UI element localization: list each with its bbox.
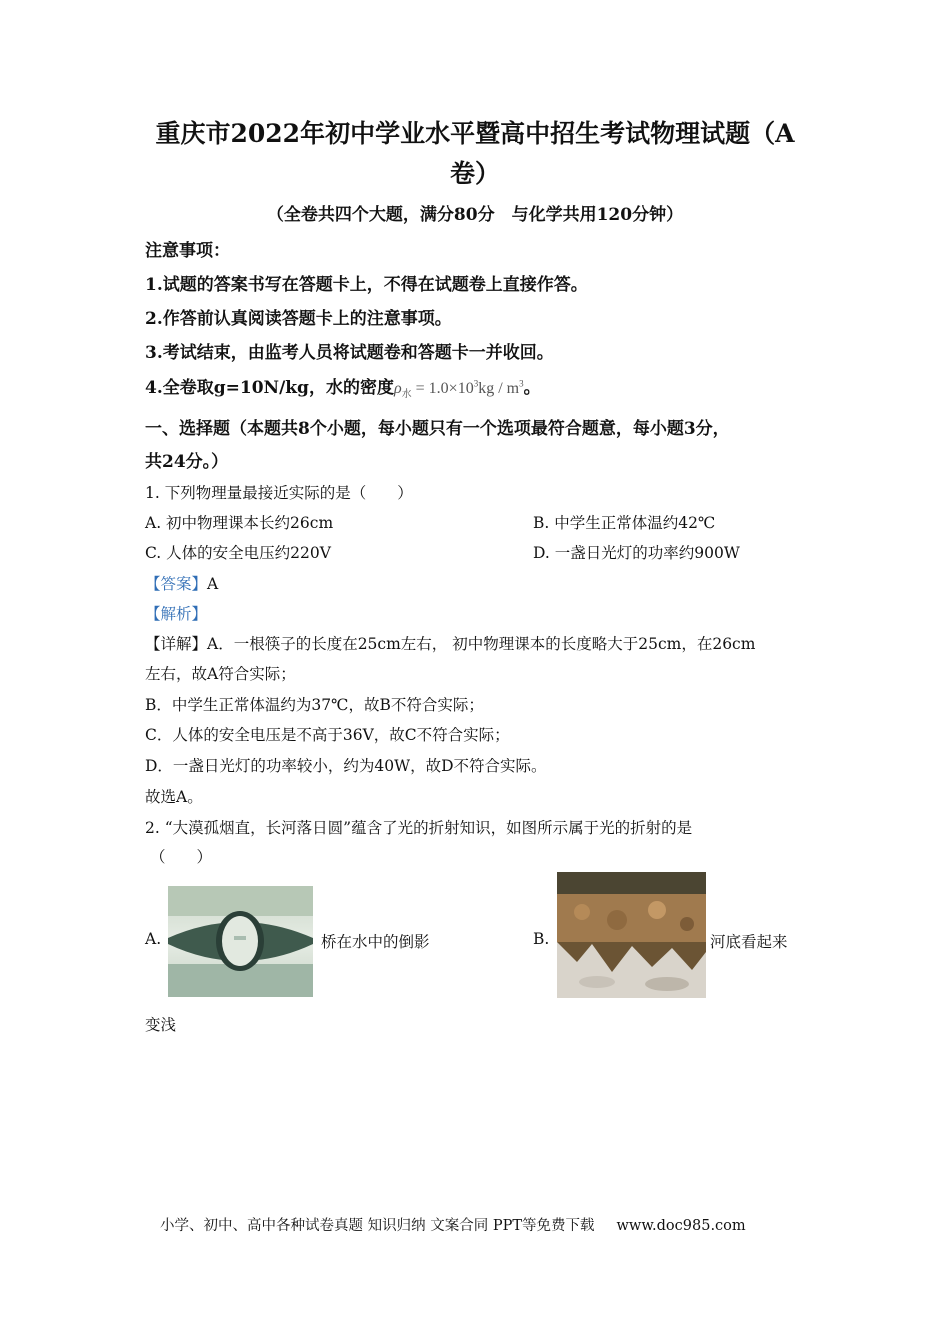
section1-heading-line2: 共24分。）: [145, 452, 229, 472]
riverbed-image: [557, 872, 706, 998]
note-1: 1.试题的答案书写在答题卡上，不得在试题卷上直接作答。: [145, 275, 588, 295]
q2-option-a-text: 桥在水中的倒影: [321, 933, 430, 951]
q1-conclusion: 故选A。: [145, 788, 203, 806]
note-4: [145, 373, 541, 400]
q1-detail-1: 【详解】A．一根筷子的长度在25cm左右， 初中物理课本的长度略大于25cm，在26cm: [145, 635, 756, 653]
q2-stem-line2: （ ）: [150, 848, 213, 866]
footer-url[interactable]: www.doc985.com: [616, 1218, 746, 1234]
q2-option-a-label: A.: [145, 930, 162, 948]
q2-option-b-text: 河底看起来: [710, 933, 788, 951]
note-3: 3.考试结束，由监考人员将试题卷和答题卡一并收回。: [145, 343, 554, 363]
q2-option-b-label: B.: [533, 930, 550, 948]
q1-detail-5: D．一盏日光灯的功率较小，约为40W，故D不符合实际。: [145, 757, 547, 775]
q1-stem: 1. 下列物理量最接近实际的是（ ）: [145, 484, 413, 502]
q2-stem-line1: 2. “大漠孤烟直，长河落日圆”蕴含了光的折射知识，如图所示属于光的折射的是: [145, 819, 693, 837]
q1-option-b: B. 中学生正常体温约42℃: [533, 514, 716, 532]
q1-detail-4: C．人体的安全电压是不高于36V，故C不符合实际；: [145, 726, 510, 744]
answer-tag: 【答案】: [145, 575, 208, 593]
density-formula: $\rho_水 = 1.0\times 10^3kg / m^3$: [393, 378, 524, 401]
q2-option-b-continuation: 变浅: [145, 1016, 177, 1034]
q1-option-a: A. 初中物理课本长约26cm: [145, 514, 334, 532]
doc-title-line2: 卷）: [449, 159, 500, 188]
page-footer: [160, 1214, 746, 1235]
section1-heading-line1: 一、选择题（本题共8个小题，每小题只有一个选项最符合题意，每小题3分，: [145, 419, 730, 439]
doc-title-line1: 重庆市2022年初中学业水平暨高中招生考试物理试题（A: [155, 119, 795, 148]
note-4-suffix: 。: [523, 378, 541, 398]
note-2: 2.作答前认真阅读答题卡上的注意事项。: [145, 309, 452, 329]
q1-detail-3: B．中学生正常体温约为37℃，故B不符合实际；: [145, 696, 484, 714]
answer-value: A: [207, 575, 219, 593]
footer-text: 小学、初中、高中各种试卷真题 知识归纳 文案合同 PPT等免费下载: [160, 1218, 595, 1234]
notes-heading: 注意事项：: [145, 241, 230, 261]
analysis-tag: 【解析】: [145, 605, 208, 623]
note-4-prefix: 4.全卷取g=10N/kg，水的密度: [145, 378, 394, 398]
q1-detail-2: 左右，故A符合实际；: [145, 665, 296, 683]
bridge-reflection-image: [168, 886, 313, 997]
q1-option-d: D. 一盏日光灯的功率约900W: [533, 544, 740, 562]
q1-option-c: C. 人体的安全电压约220V: [145, 544, 331, 562]
doc-subtitle: （全卷共四个大题，满分80分 与化学共用120分钟）: [266, 205, 684, 225]
q1-answer: [145, 572, 218, 594]
